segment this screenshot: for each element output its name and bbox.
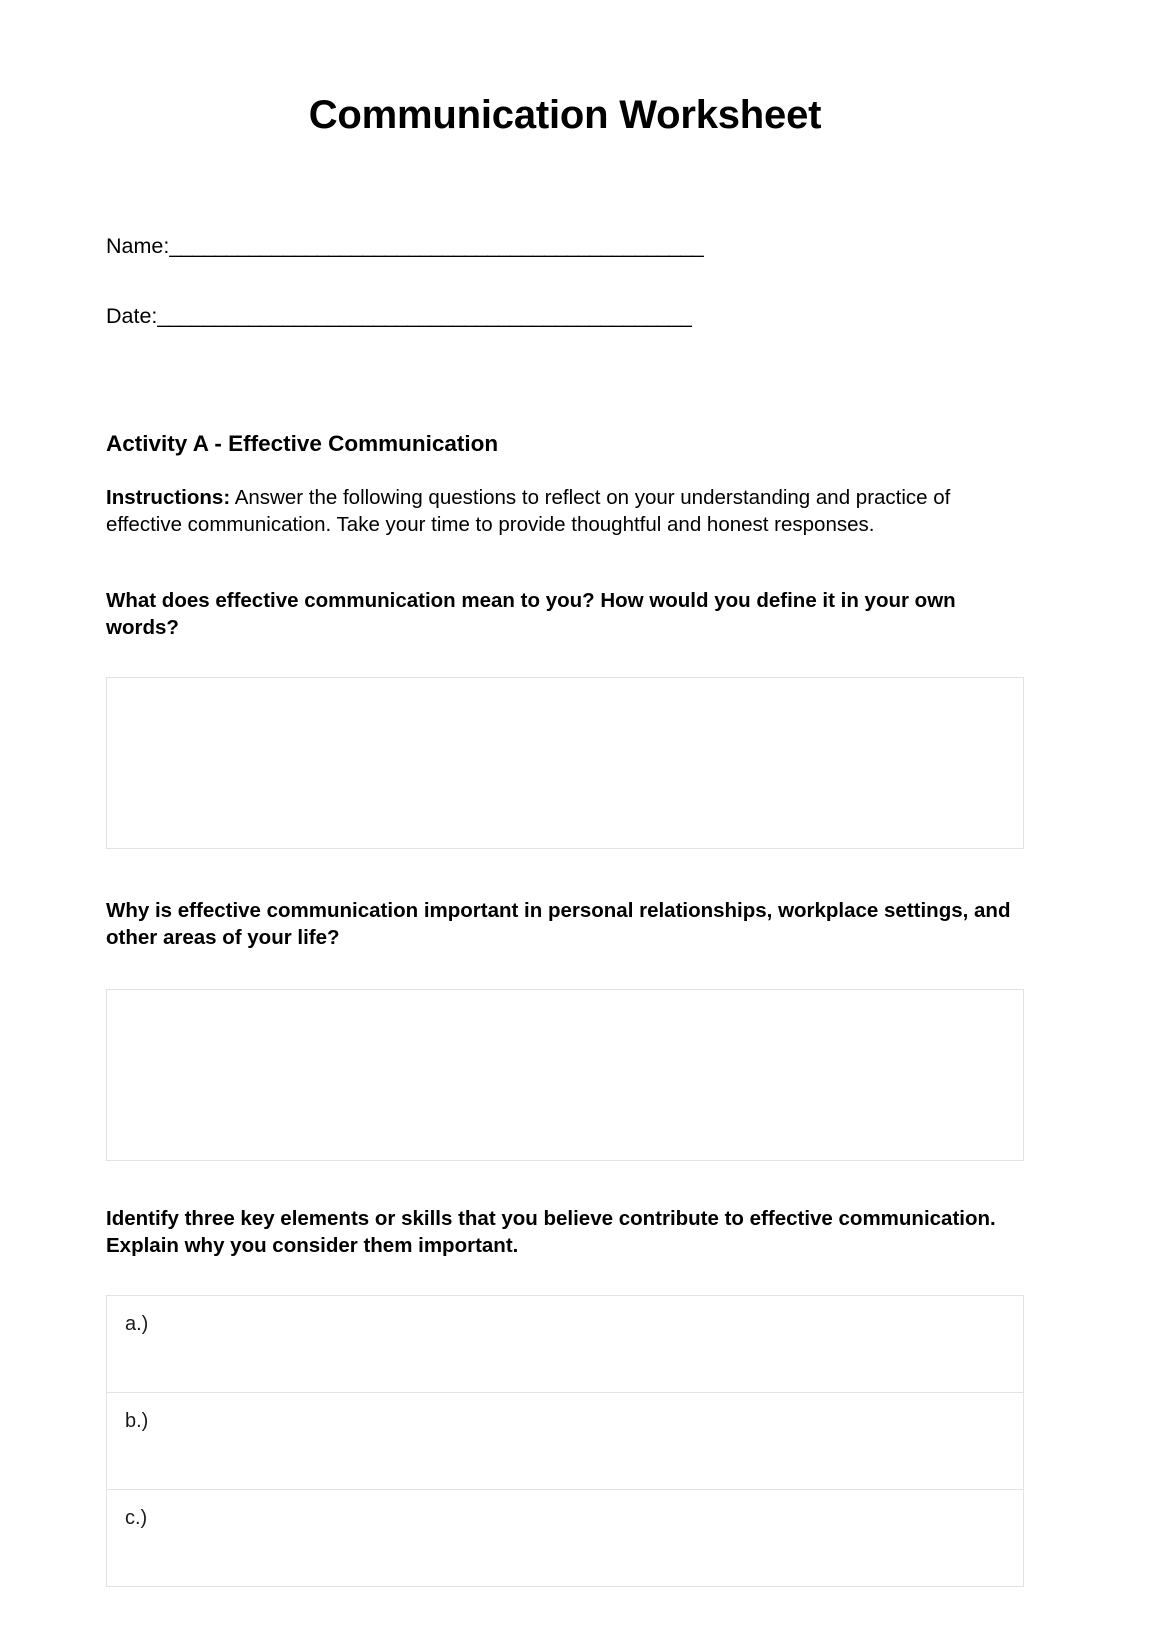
instructions-paragraph [106,458,1016,539]
question-2-prompt: Why is effective communication important in personal relationships, workplace settings, and other areas of your life? [106,899,1011,950]
date-field-label: Date: [106,303,158,328]
instructions-label: Instructions: [106,486,231,510]
table-row[interactable] [107,1490,1023,1587]
date-field-row [106,303,1024,331]
question-3-prompt: Identify three key elements or skills that you believe contribute to effective communication. Explain why you consider them important. [106,1206,996,1257]
question-1-prompt: What does effective communication mean to you? How would you define it in your own words? [106,588,956,639]
row-label-b: b.) [125,1410,149,1433]
question-1-answer-box[interactable] [106,677,1024,849]
worksheet-content [106,0,1024,1587]
name-field-label: Name: [106,234,170,258]
name-field-writeline[interactable]: _______________________________________________ [169,234,704,258]
question-2-answer-box[interactable] [106,989,1024,1161]
table-row[interactable] [107,1393,1023,1490]
row-label-c: c.) [125,1507,148,1530]
page-title: Communication Worksheet [308,93,822,137]
date-field-writeline[interactable]: _______________________________________________ [157,303,692,328]
row-label-a: a.) [125,1313,149,1336]
table-row[interactable] [107,1296,1023,1393]
name-field-row [106,233,1024,261]
instructions-text: Answer the following questions to reflect on your understanding and practice of effective communication. Take your time to provide thoughtful and honest responses. [106,486,951,537]
three-part-answer-table [106,1295,1024,1587]
activity-heading: Activity A - Effective Communication [106,430,499,456]
